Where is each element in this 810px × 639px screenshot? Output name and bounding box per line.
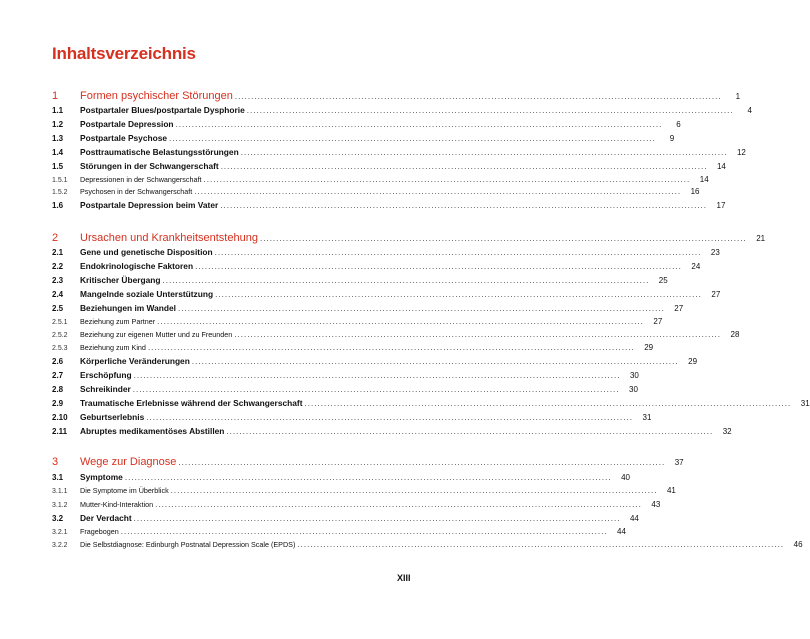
toc-leader-dots — [132, 371, 621, 380]
toc-entry[interactable] — [52, 500, 661, 509]
toc-entry-page: 14 — [699, 175, 709, 184]
toc-entry-number: 2 — [52, 232, 59, 244]
toc-entry-number: 2.9 — [52, 399, 64, 408]
toc-leader-dots — [174, 120, 663, 129]
toc-entry-number: 1.2 — [52, 120, 64, 129]
toc-entry-page: 17 — [716, 201, 726, 210]
toc-leader-dots — [295, 540, 784, 549]
toc-entry-label: Störungen in der Schwangerschaft — [80, 161, 219, 171]
toc-leader-dots — [258, 234, 747, 243]
toc-entry-number: 2.8 — [52, 385, 64, 394]
toc-leader-dots — [192, 187, 681, 196]
toc-entry-label: Beziehung zur eigenen Mutter und zu Freunden — [80, 330, 233, 339]
toc-entry-page: 40 — [621, 473, 631, 482]
toc-entry-page: 30 — [629, 385, 638, 394]
toc-leader-dots — [176, 304, 665, 313]
toc-entry-label: Körperliche Veränderungen — [80, 356, 190, 366]
toc-leader-dots — [161, 276, 650, 285]
toc-entry-number: 3.1.1 — [52, 488, 68, 495]
toc-leader-dots — [131, 385, 620, 394]
toc-entry-number: 1.3 — [52, 134, 64, 143]
toc-entry-label: Traumatische Erlebnisse während der Schwangerschaft — [80, 398, 303, 408]
toc-entry-label: Psychosen in der Schwangerschaft — [80, 187, 193, 196]
toc-entry-page: 25 — [658, 276, 668, 285]
toc-entry-label: Erschöpfung — [80, 370, 132, 380]
toc-leader-dots — [190, 357, 679, 366]
toc-leader-dots — [201, 175, 690, 184]
toc-entry-page: 27 — [711, 290, 721, 299]
toc-entry[interactable] — [52, 398, 810, 408]
toc-entry-label: Postpartale Depression beim Vater — [80, 200, 219, 210]
toc-entry[interactable] — [52, 247, 720, 257]
toc-entry-label: Wege zur Diagnose — [80, 456, 177, 468]
toc-entry-page: 16 — [690, 187, 700, 196]
toc-leader-dots — [218, 201, 707, 210]
toc-entry-number: 3.2 — [52, 514, 64, 523]
toc-entry-page: 4 — [747, 106, 752, 115]
toc-entry-number: 2.1 — [52, 248, 64, 257]
toc-entry[interactable] — [52, 356, 698, 366]
toc-entry-label: Depressionen in der Schwangerschaft — [80, 175, 202, 184]
toc-entry[interactable] — [52, 200, 726, 210]
toc-entry-label: Mangelnde soziale Unterstützung — [80, 289, 214, 299]
toc-entry-number: 1.5 — [52, 162, 64, 171]
toc-entry-label: Kritischer Übergang — [80, 275, 161, 285]
toc-entry-number: 1.1 — [52, 106, 64, 115]
toc-entry-page: 21 — [756, 234, 766, 243]
toc-entry-page: 27 — [653, 317, 663, 326]
toc-entry-label: Postpartaler Blues/postpartale Dysphorie — [80, 105, 245, 115]
toc-leader-dots — [224, 427, 713, 436]
toc-entry-number: 2.5.2 — [52, 332, 68, 339]
toc-entry-page: 6 — [676, 120, 681, 129]
toc-entry[interactable] — [52, 330, 740, 339]
toc-entry-number: 2.7 — [52, 371, 64, 380]
page-number: XIII — [397, 573, 411, 583]
toc-leader-dots — [146, 343, 635, 352]
toc-leader-dots — [153, 500, 642, 509]
toc-entry[interactable] — [52, 119, 681, 129]
toc-entry-label: Gene und genetische Disposition — [80, 247, 213, 257]
toc-entry[interactable] — [52, 147, 746, 157]
toc-leader-dots — [176, 458, 665, 467]
toc-entry[interactable] — [52, 412, 652, 422]
toc-leader-dots — [213, 290, 702, 299]
toc-entry-number: 2.10 — [52, 413, 68, 422]
toc-entry-page: 23 — [710, 248, 720, 257]
toc-entry[interactable] — [52, 527, 626, 536]
toc-leader-dots — [167, 134, 656, 143]
toc-entry-number: 3.1 — [52, 473, 64, 482]
toc-entry-number: 1.4 — [52, 148, 64, 157]
toc-entry[interactable] — [52, 275, 668, 285]
toc-entry-label: Der Verdacht — [80, 513, 132, 523]
toc-entry-label: Beziehung zum Partner — [80, 317, 156, 326]
toc-leader-dots — [219, 162, 708, 171]
toc-entry[interactable] — [52, 540, 803, 549]
toc-entry-page: 41 — [666, 486, 676, 495]
toc-entry-label: Endokrinologische Faktoren — [80, 261, 194, 271]
toc-entry-page: 27 — [674, 304, 684, 313]
toc-entry-page: 30 — [629, 371, 639, 380]
toc-entry[interactable] — [52, 343, 654, 352]
toc-entry-page: 9 — [669, 134, 675, 143]
toc-leader-dots — [119, 527, 608, 536]
toc-entry-page: 12 — [736, 148, 746, 157]
toc-leader-dots — [132, 514, 621, 523]
toc-entry[interactable] — [52, 133, 675, 143]
toc-leader-dots — [193, 262, 682, 271]
toc-entry[interactable] — [52, 105, 752, 115]
toc-entry-number: 2.3 — [52, 276, 64, 285]
toc-entry-number: 3.2.1 — [52, 529, 68, 536]
toc-entry-page: 29 — [688, 357, 698, 366]
toc-entry-page: 28 — [730, 330, 740, 339]
toc-entry-page: 31 — [642, 413, 652, 422]
toc-entry-label: Geburtserlebnis — [80, 412, 145, 422]
toc-entry[interactable] — [52, 384, 638, 394]
toc-entry-label: Mutter-Kind-Interaktion — [80, 500, 154, 509]
toc-leader-dots — [232, 330, 721, 339]
toc-entry-page: 29 — [644, 343, 654, 352]
toc-entry-label: Schreikinder — [80, 384, 131, 394]
toc-entry-number: 3.2.2 — [52, 542, 68, 549]
toc-leader-dots — [213, 248, 702, 257]
toc-entry-number: 1.5.2 — [52, 189, 68, 196]
toc-entry-label: Ursachen und Krankheitsentstehung — [80, 232, 258, 244]
toc-entry-number: 1.5.1 — [52, 177, 68, 184]
toc-entry[interactable] — [52, 261, 701, 271]
toc-entry[interactable] — [52, 289, 721, 299]
toc-entry[interactable] — [52, 472, 631, 482]
toc-entry[interactable] — [52, 187, 700, 196]
toc-entry-page: 31 — [800, 399, 810, 408]
toc-entry-label: Die Symptome im Überblick — [80, 486, 169, 495]
toc-leader-dots — [169, 486, 658, 495]
toc-leader-dots — [123, 473, 612, 482]
toc-entry[interactable] — [52, 486, 676, 495]
toc-entry[interactable] — [52, 317, 663, 326]
toc-leader-dots — [233, 92, 722, 101]
toc-entry[interactable] — [52, 456, 684, 468]
toc-entry-label: Beziehungen im Wandel — [80, 303, 177, 313]
toc-entry-label: Fragebogen — [80, 527, 119, 536]
toc-entry-page: 24 — [691, 262, 701, 271]
toc-entry-number: 2.5 — [52, 304, 64, 313]
toc-entry-number: 2.11 — [52, 427, 68, 436]
toc-entry-page: 44 — [629, 514, 639, 523]
toc-entry[interactable] — [52, 426, 732, 436]
toc-entry-page: 14 — [716, 162, 726, 171]
toc-entry-number: 3.1.2 — [52, 502, 68, 509]
toc-title: Inhaltsverzeichnis — [52, 44, 196, 63]
toc-leader-dots — [155, 317, 644, 326]
toc-entry-number: 2.5.1 — [52, 319, 68, 326]
toc-leader-dots — [239, 148, 728, 157]
toc-leader-dots — [302, 399, 791, 408]
toc-entry-label: Postpartale Depression — [80, 119, 174, 129]
toc-entry-label: Formen psychischer Störungen — [80, 90, 233, 102]
toc-entry-number: 2.4 — [52, 290, 64, 299]
toc-entry-label: Abruptes medikamentöses Abstillen — [80, 426, 225, 436]
toc-entry-page: 44 — [617, 527, 626, 536]
toc-entry-page: 1 — [735, 92, 741, 101]
toc-entry-page: 32 — [722, 427, 732, 436]
toc-entry[interactable] — [52, 370, 639, 380]
toc-entry-number: 2.5.3 — [52, 345, 68, 352]
toc-entry-page: 43 — [651, 500, 661, 509]
toc-leader-dots — [245, 106, 734, 115]
toc-entry-label: Symptome — [80, 472, 123, 482]
toc-entry-number: 2.6 — [52, 357, 64, 366]
toc-entry-label: Postpartale Psychose — [80, 133, 168, 143]
toc-entry[interactable] — [52, 303, 684, 313]
toc-entry[interactable] — [52, 90, 741, 102]
toc-entry-number: 3 — [52, 456, 59, 468]
toc-entry-label: Beziehung zum Kind — [80, 343, 146, 352]
toc-entry-page: 46 — [793, 540, 803, 549]
toc-entry-page: 37 — [674, 458, 684, 467]
toc-entry-number: 1.6 — [52, 201, 64, 210]
toc-entry-label: Die Selbstdiagnose: Edinburgh Postnatal Depression Scale (EPDS) — [80, 540, 296, 549]
toc-entry[interactable] — [52, 175, 709, 184]
toc-entry-label: Posttraumatische Belastungsstörungen — [80, 147, 239, 157]
toc-entry-number: 1 — [52, 90, 59, 102]
toc-entry[interactable] — [52, 161, 726, 171]
toc-entry[interactable] — [52, 513, 639, 523]
toc-entry[interactable] — [52, 232, 766, 244]
toc-entry-number: 2.2 — [52, 262, 64, 271]
toc-leader-dots — [144, 413, 633, 422]
